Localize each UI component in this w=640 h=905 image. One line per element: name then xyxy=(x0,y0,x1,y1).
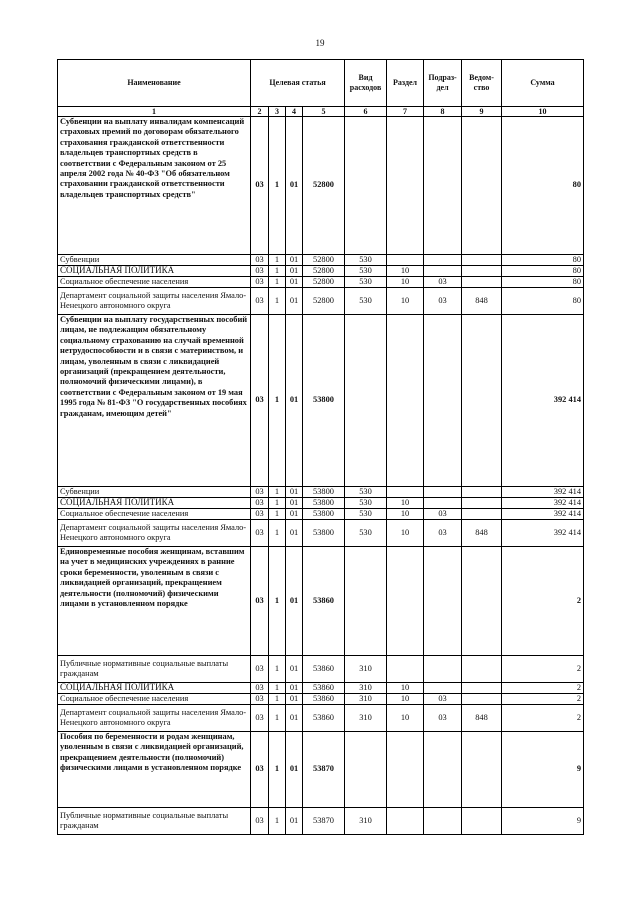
row-cell-c7 xyxy=(387,255,424,266)
row-cell-c3: 1 xyxy=(269,288,286,315)
row-cell-c5: 52800 xyxy=(303,266,345,277)
header-name: Наименование xyxy=(58,60,251,107)
row-cell-c9: 848 xyxy=(462,288,502,315)
row-cell-c2: 03 xyxy=(251,315,269,487)
row-cell-c4: 01 xyxy=(286,509,303,520)
row-sum: 80 xyxy=(502,117,584,255)
row-cell-c2: 03 xyxy=(251,288,269,315)
row-cell-c3: 1 xyxy=(269,808,286,835)
col-num: 9 xyxy=(462,107,502,117)
row-name: СОЦИАЛЬНАЯ ПОЛИТИКА xyxy=(58,498,251,509)
row-cell-c8 xyxy=(424,683,462,694)
row-cell-c6: 310 xyxy=(345,656,387,683)
row-cell-c2: 03 xyxy=(251,520,269,547)
row-cell-c5: 53860 xyxy=(303,683,345,694)
row-cell-c4: 01 xyxy=(286,732,303,808)
row-cell-c2: 03 xyxy=(251,277,269,288)
row-cell-c9 xyxy=(462,808,502,835)
row-name: СОЦИАЛЬНАЯ ПОЛИТИКА xyxy=(58,266,251,277)
row-cell-c7: 10 xyxy=(387,683,424,694)
row-cell-c2: 03 xyxy=(251,694,269,705)
row-cell-c3: 1 xyxy=(269,266,286,277)
row-cell-c5: 53860 xyxy=(303,656,345,683)
row-cell-c3: 1 xyxy=(269,694,286,705)
row-cell-c3: 1 xyxy=(269,705,286,732)
table-row xyxy=(58,808,584,835)
row-cell-c6: 310 xyxy=(345,705,387,732)
row-cell-c5: 53800 xyxy=(303,487,345,498)
row-sum: 9 xyxy=(502,808,584,835)
header-target: Целевая статья xyxy=(251,60,345,107)
row-cell-c7 xyxy=(387,732,424,808)
row-cell-c5: 53800 xyxy=(303,498,345,509)
row-cell-c8 xyxy=(424,255,462,266)
row-cell-c9: 848 xyxy=(462,705,502,732)
table-row xyxy=(58,683,584,694)
row-name: Департамент социальной защиты населения Ямало-Ненецкого автономного округа xyxy=(58,520,251,547)
row-cell-c9 xyxy=(462,732,502,808)
row-cell-c3: 1 xyxy=(269,656,286,683)
row-cell-c2: 03 xyxy=(251,656,269,683)
table-row xyxy=(58,266,584,277)
row-cell-c8 xyxy=(424,117,462,255)
col-num: 8 xyxy=(424,107,462,117)
col-num: 6 xyxy=(345,107,387,117)
row-name: Субвенции xyxy=(58,255,251,266)
row-cell-c4: 01 xyxy=(286,255,303,266)
row-name: Пособия по беременности и родам женщинам, уволенным в связи с ликвидацией организаций, прекращением деятельности (полномочий) физическими лицами в установленном порядке xyxy=(58,732,251,808)
row-cell-c4: 01 xyxy=(286,705,303,732)
row-cell-c3: 1 xyxy=(269,683,286,694)
table-row xyxy=(58,288,584,315)
row-cell-c4: 01 xyxy=(286,656,303,683)
row-cell-c9 xyxy=(462,509,502,520)
row-sum: 392 414 xyxy=(502,509,584,520)
header-expense-type: Вид расходов xyxy=(345,60,387,107)
row-cell-c9 xyxy=(462,117,502,255)
row-cell-c5: 53800 xyxy=(303,509,345,520)
row-cell-c9 xyxy=(462,498,502,509)
row-cell-c3: 1 xyxy=(269,255,286,266)
row-cell-c8 xyxy=(424,547,462,656)
row-name: Департамент социальной защиты населения Ямало-Ненецкого автономного округа xyxy=(58,705,251,732)
row-sum: 2 xyxy=(502,705,584,732)
row-cell-c6: 310 xyxy=(345,808,387,835)
row-sum: 80 xyxy=(502,288,584,315)
row-cell-c6: 530 xyxy=(345,487,387,498)
row-cell-c8 xyxy=(424,656,462,683)
row-cell-c4: 01 xyxy=(286,277,303,288)
row-cell-c7 xyxy=(387,547,424,656)
row-cell-c2: 03 xyxy=(251,509,269,520)
row-name: Публичные нормативные социальные выплаты гражданам xyxy=(58,808,251,835)
row-cell-c5: 52800 xyxy=(303,117,345,255)
row-cell-c7: 10 xyxy=(387,266,424,277)
row-name: Социальное обеспечение населения xyxy=(58,277,251,288)
row-cell-c4: 01 xyxy=(286,288,303,315)
row-cell-c6 xyxy=(345,315,387,487)
row-cell-c8: 03 xyxy=(424,705,462,732)
col-num: 7 xyxy=(387,107,424,117)
row-cell-c4: 01 xyxy=(286,498,303,509)
row-cell-c6: 530 xyxy=(345,498,387,509)
row-cell-c3: 1 xyxy=(269,509,286,520)
row-cell-c7 xyxy=(387,117,424,255)
row-cell-c4: 01 xyxy=(286,266,303,277)
row-cell-c3: 1 xyxy=(269,117,286,255)
row-cell-c9 xyxy=(462,266,502,277)
table-row xyxy=(58,656,584,683)
row-cell-c6: 530 xyxy=(345,509,387,520)
row-cell-c5: 53860 xyxy=(303,694,345,705)
row-cell-c2: 03 xyxy=(251,117,269,255)
header-section: Раздел xyxy=(387,60,424,107)
row-sum: 392 414 xyxy=(502,487,584,498)
row-name: Департамент социальной защиты населения Ямало-Ненецкого автономного округа xyxy=(58,288,251,315)
row-cell-c7 xyxy=(387,808,424,835)
row-cell-c4: 01 xyxy=(286,547,303,656)
row-cell-c7 xyxy=(387,315,424,487)
row-cell-c6: 530 xyxy=(345,520,387,547)
row-cell-c2: 03 xyxy=(251,266,269,277)
row-cell-c3: 1 xyxy=(269,732,286,808)
row-name: Субвенции на выплату государственных пособий лицам, не подлежащим обязательному социальному страхованию на случай временной нетрудоспособности и в связи с материнством, и лицам, уволенным в связи с ликвидацией организаций (прекращением деятельности, полномочий физическими лицами), в соответствии с Федеральным законом от 19 мая 1995 года № 81-ФЗ "О государственных пособиях гражданам, имеющим детей" xyxy=(58,315,251,487)
row-cell-c4: 01 xyxy=(286,520,303,547)
row-name: Социальное обеспечение населения xyxy=(58,694,251,705)
row-cell-c9 xyxy=(462,547,502,656)
row-cell-c7: 10 xyxy=(387,705,424,732)
row-sum: 2 xyxy=(502,694,584,705)
row-cell-c8 xyxy=(424,315,462,487)
row-cell-c6 xyxy=(345,732,387,808)
row-cell-c8 xyxy=(424,808,462,835)
row-cell-c9 xyxy=(462,683,502,694)
row-cell-c6: 310 xyxy=(345,694,387,705)
col-num: 2 xyxy=(251,107,269,117)
row-cell-c4: 01 xyxy=(286,117,303,255)
row-cell-c8 xyxy=(424,732,462,808)
row-cell-c8: 03 xyxy=(424,288,462,315)
row-cell-c4: 01 xyxy=(286,487,303,498)
row-cell-c9: 848 xyxy=(462,520,502,547)
row-name: СОЦИАЛЬНАЯ ПОЛИТИКА xyxy=(58,683,251,694)
row-cell-c4: 01 xyxy=(286,315,303,487)
row-cell-c3: 1 xyxy=(269,520,286,547)
table-row xyxy=(58,732,584,808)
table-row xyxy=(58,509,584,520)
row-cell-c5: 52800 xyxy=(303,277,345,288)
row-sum: 392 414 xyxy=(502,498,584,509)
row-cell-c5: 53800 xyxy=(303,315,345,487)
row-cell-c2: 03 xyxy=(251,683,269,694)
row-sum: 80 xyxy=(502,277,584,288)
col-num: 1 xyxy=(58,107,251,117)
row-sum: 9 xyxy=(502,732,584,808)
table-row xyxy=(58,487,584,498)
row-cell-c6 xyxy=(345,547,387,656)
row-cell-c7: 10 xyxy=(387,509,424,520)
page-number: 19 xyxy=(315,38,325,48)
column-numbers-row xyxy=(58,107,584,117)
row-name: Субвенции xyxy=(58,487,251,498)
row-cell-c2: 03 xyxy=(251,487,269,498)
row-cell-c8 xyxy=(424,266,462,277)
table-row xyxy=(58,705,584,732)
row-cell-c7: 10 xyxy=(387,277,424,288)
row-cell-c8: 03 xyxy=(424,277,462,288)
row-cell-c6: 530 xyxy=(345,277,387,288)
col-num: 4 xyxy=(286,107,303,117)
row-cell-c7 xyxy=(387,656,424,683)
header-sum: Сумма xyxy=(502,60,584,107)
row-cell-c4: 01 xyxy=(286,694,303,705)
header-row xyxy=(58,60,584,107)
row-cell-c2: 03 xyxy=(251,732,269,808)
row-cell-c2: 03 xyxy=(251,808,269,835)
row-cell-c2: 03 xyxy=(251,255,269,266)
col-num: 3 xyxy=(269,107,286,117)
table-row xyxy=(58,694,584,705)
row-cell-c3: 1 xyxy=(269,315,286,487)
row-cell-c6: 530 xyxy=(345,266,387,277)
row-cell-c7: 10 xyxy=(387,288,424,315)
row-name: Субвенции на выплату инвалидам компенсаций страховых премий по договорам обязательного страхования гражданской ответственности владельцев транспортных средств в соответствии с Федеральным законом от 25 апреля 2002 года № 40-ФЗ "Об обязательном страховании гражданской ответственности владельцев транспортных средств" xyxy=(58,117,251,255)
row-cell-c4: 01 xyxy=(286,683,303,694)
row-cell-c5: 53870 xyxy=(303,732,345,808)
row-sum: 2 xyxy=(502,547,584,656)
row-cell-c7: 10 xyxy=(387,520,424,547)
row-cell-c7: 10 xyxy=(387,498,424,509)
row-cell-c2: 03 xyxy=(251,498,269,509)
row-cell-c3: 1 xyxy=(269,498,286,509)
row-cell-c5: 53860 xyxy=(303,547,345,656)
row-cell-c8 xyxy=(424,498,462,509)
row-cell-c9 xyxy=(462,487,502,498)
row-cell-c3: 1 xyxy=(269,547,286,656)
row-cell-c5: 53860 xyxy=(303,705,345,732)
row-sum: 80 xyxy=(502,266,584,277)
table-row xyxy=(58,547,584,656)
row-cell-c9 xyxy=(462,656,502,683)
row-cell-c3: 1 xyxy=(269,277,286,288)
table-row xyxy=(58,117,584,255)
row-sum: 2 xyxy=(502,683,584,694)
table-row xyxy=(58,520,584,547)
row-sum: 80 xyxy=(502,255,584,266)
header-subsection: Подраз-дел xyxy=(424,60,462,107)
row-name: Социальное обеспечение населения xyxy=(58,509,251,520)
header-department: Ведом-ство xyxy=(462,60,502,107)
row-cell-c7 xyxy=(387,487,424,498)
row-cell-c6: 530 xyxy=(345,288,387,315)
row-cell-c5: 53870 xyxy=(303,808,345,835)
row-cell-c8: 03 xyxy=(424,694,462,705)
row-cell-c8 xyxy=(424,487,462,498)
table-row xyxy=(58,255,584,266)
row-cell-c2: 03 xyxy=(251,705,269,732)
row-cell-c2: 03 xyxy=(251,547,269,656)
row-name: Единовременные пособия женщинам, вставшим на учет в медицинских учреждениях в ранние сроки беременности, уволенным в связи с ликвидацией организаций, прекращением деятельности (полномочий) физическими лицами в установленном порядке xyxy=(58,547,251,656)
row-cell-c5: 52800 xyxy=(303,288,345,315)
row-sum: 2 xyxy=(502,656,584,683)
table-row xyxy=(58,315,584,487)
col-num: 5 xyxy=(303,107,345,117)
row-cell-c4: 01 xyxy=(286,808,303,835)
row-cell-c9 xyxy=(462,315,502,487)
row-cell-c9 xyxy=(462,277,502,288)
row-cell-c8: 03 xyxy=(424,509,462,520)
row-cell-c7: 10 xyxy=(387,694,424,705)
table-row xyxy=(58,498,584,509)
row-cell-c6: 310 xyxy=(345,683,387,694)
row-cell-c6: 530 xyxy=(345,255,387,266)
row-cell-c5: 52800 xyxy=(303,255,345,266)
budget-table xyxy=(57,59,584,835)
row-cell-c9 xyxy=(462,694,502,705)
table-row xyxy=(58,277,584,288)
row-sum: 392 414 xyxy=(502,520,584,547)
row-name: Публичные нормативные социальные выплаты гражданам xyxy=(58,656,251,683)
row-sum: 392 414 xyxy=(502,315,584,487)
row-cell-c5: 53800 xyxy=(303,520,345,547)
row-cell-c8: 03 xyxy=(424,520,462,547)
col-num: 10 xyxy=(502,107,584,117)
row-cell-c9 xyxy=(462,255,502,266)
row-cell-c3: 1 xyxy=(269,487,286,498)
row-cell-c6 xyxy=(345,117,387,255)
